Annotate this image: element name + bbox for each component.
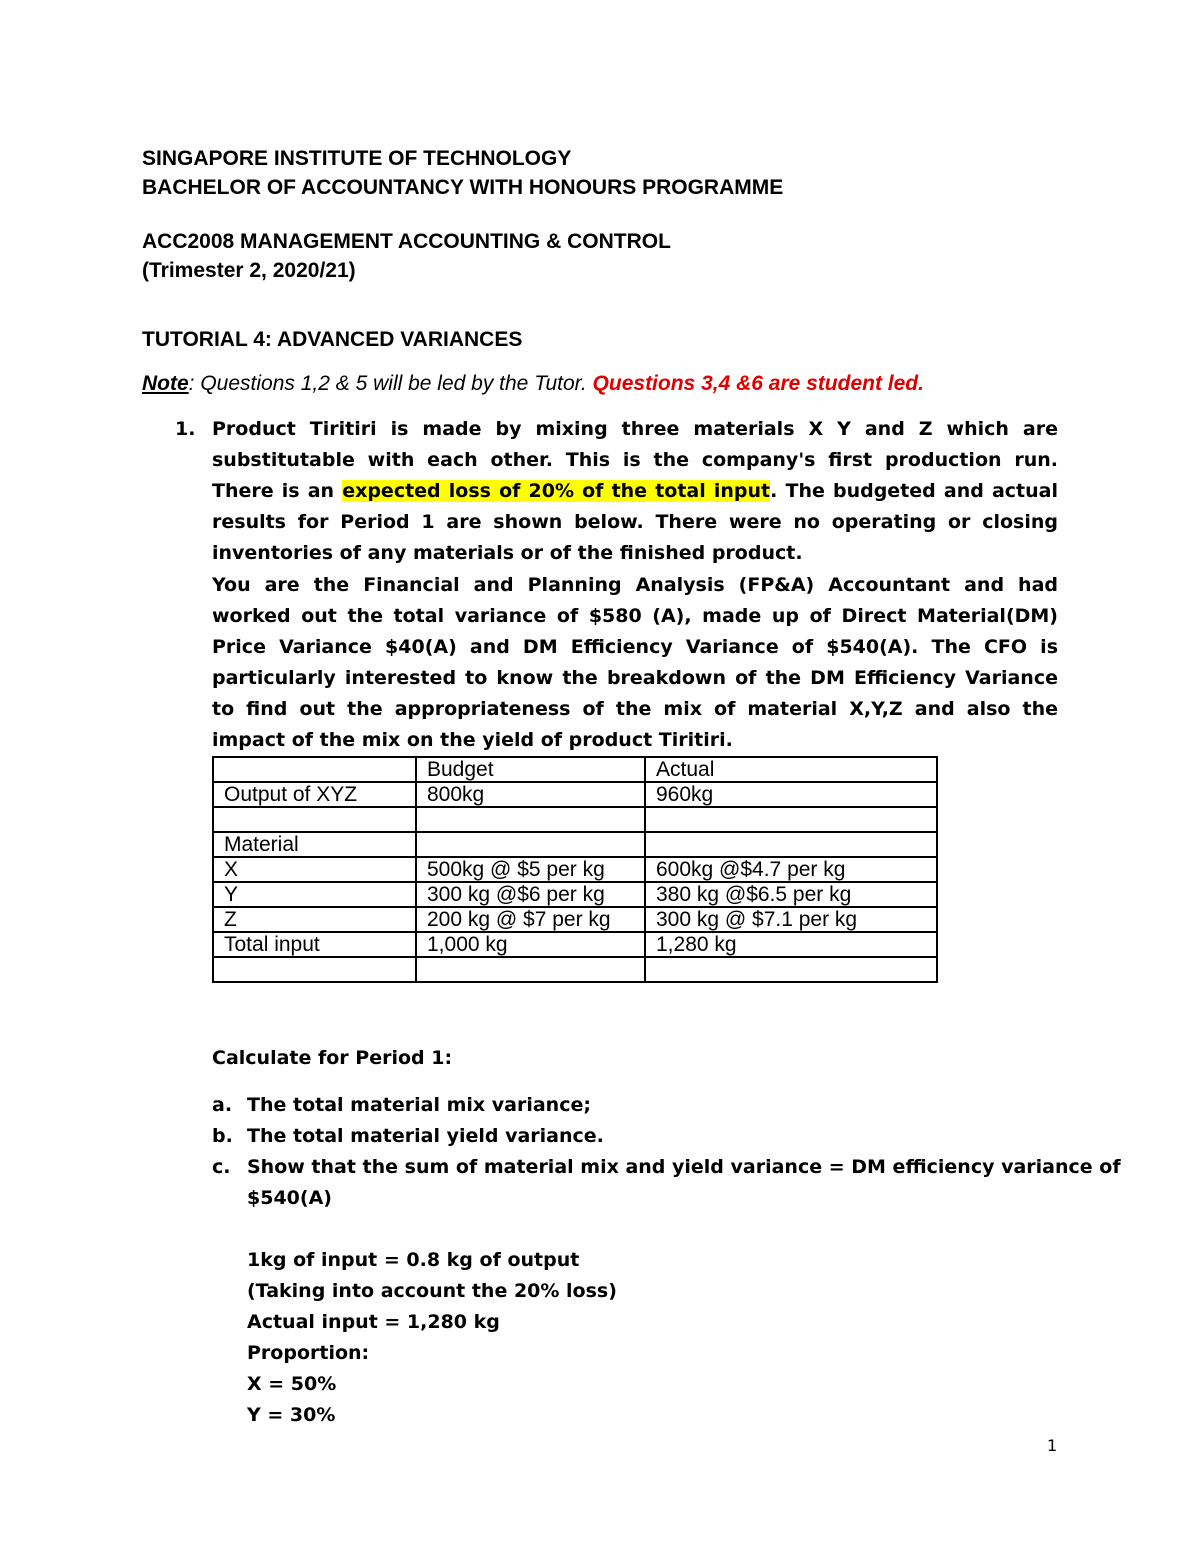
- table-cell: X: [213, 857, 416, 882]
- note-text: : Questions 1,2 & 5 will be led by the Tutor.: [188, 372, 593, 395]
- highlighted-loss-text: expected loss of 20% of the total input: [342, 480, 771, 502]
- calculate-title: Calculate for Period 1:: [212, 1047, 453, 1069]
- list-text-c-continued: $540(A): [247, 1187, 332, 1209]
- table-cell: 380 kg @$6.5 per kg: [645, 882, 937, 907]
- answer-line-1: 1kg of input = 0.8 kg of output: [247, 1249, 580, 1271]
- table-row: [213, 932, 937, 957]
- table-row: [213, 882, 937, 907]
- table-cell: 600kg @$4.7 per kg: [645, 857, 937, 882]
- table-cell: 800kg: [416, 782, 645, 807]
- table-cell: [645, 957, 937, 982]
- student-led-notice: Questions 3,4 &6 are student led.: [592, 372, 924, 395]
- table-cell: [213, 807, 416, 832]
- list-marker-a: a.: [212, 1094, 233, 1116]
- table-cell: [416, 807, 645, 832]
- table-cell: Z: [213, 907, 416, 932]
- answer-line-6: Y = 30%: [247, 1404, 336, 1426]
- answer-line-2: (Taking into account the 20% loss): [247, 1280, 617, 1302]
- table-row: [213, 782, 937, 807]
- answer-line-5: X = 50%: [247, 1373, 337, 1395]
- table-cell: Budget: [416, 757, 645, 782]
- table-cell: [213, 957, 416, 982]
- paragraph-1-end: . The budgeted and actual results for Period 1 are shown below. There were no operating or closing inventories of any materials or of the finished product.: [212, 480, 1058, 564]
- table-row: [213, 832, 937, 857]
- page-number: 1: [1047, 1436, 1058, 1455]
- question-number: 1.: [175, 418, 196, 440]
- table-row: [213, 907, 937, 932]
- list-text-c: Show that the sum of material mix and yield variance = DM efficiency variance of: [247, 1156, 1121, 1178]
- table-row: [213, 757, 937, 782]
- list-text-b: The total material yield variance.: [247, 1125, 604, 1147]
- note-label: Note: [142, 372, 189, 395]
- note-line: [142, 372, 924, 396]
- table-cell: 300 kg @ $7.1 per kg: [645, 907, 937, 932]
- table-row: [213, 957, 937, 982]
- table-cell: 1,000 kg: [416, 932, 645, 957]
- table-cell: [645, 832, 937, 857]
- table-cell: Actual: [645, 757, 937, 782]
- table-cell: [416, 832, 645, 857]
- course-title: ACC2008 MANAGEMENT ACCOUNTING & CONTROL: [142, 230, 671, 253]
- table-cell: Y: [213, 882, 416, 907]
- list-text-a: The total material mix variance;: [247, 1094, 591, 1116]
- paragraph-1-start: Product Tiritiri is made by mixing three materials X Y and Z which are substitutable with each other. This is the company's first production run. There is an: [212, 418, 1058, 502]
- table-row: [213, 857, 937, 882]
- table-cell: [213, 757, 416, 782]
- table-cell: 1,280 kg: [645, 932, 937, 957]
- list-marker-c: c.: [212, 1156, 231, 1178]
- table-cell: 200 kg @ $7 per kg: [416, 907, 645, 932]
- table-cell: 300 kg @$6 per kg: [416, 882, 645, 907]
- table-cell: [645, 807, 937, 832]
- table-cell: Output of XYZ: [213, 782, 416, 807]
- table-cell: [416, 957, 645, 982]
- table-cell: Material: [213, 832, 416, 857]
- programme-title: BACHELOR OF ACCOUNTANCY WITH HONOURS PROGRAMME: [142, 176, 784, 199]
- answer-line-4: Proportion:: [247, 1342, 370, 1364]
- question-paragraph-1: [212, 414, 1058, 569]
- table-cell: 500kg @ $5 per kg: [416, 857, 645, 882]
- list-marker-b: b.: [212, 1125, 233, 1147]
- table-cell: Total input: [213, 932, 416, 957]
- tutorial-title: TUTORIAL 4: ADVANCED VARIANCES: [142, 328, 523, 351]
- budget-actual-table: [212, 756, 938, 983]
- table-body: [213, 757, 937, 982]
- institution-title: SINGAPORE INSTITUTE OF TECHNOLOGY: [142, 147, 572, 170]
- table-row: [213, 807, 937, 832]
- answer-line-3: Actual input = 1,280 kg: [247, 1311, 500, 1333]
- table-cell: 960kg: [645, 782, 937, 807]
- question-paragraph-2: You are the Financial and Planning Analysis (FP&A) Accountant and had worked out the total variance of $580 (A), made up of Direct Material(DM) Price Variance $40(A) and DM Efficiency Variance of $540(A). The CFO is particularly interested to know the breakdown of the DM Efficiency Variance to find out the appropriateness of the mix of material X,Y,Z and also the impact of the mix on the yield of product Tiritiri.: [212, 574, 1058, 751]
- term-label: (Trimester 2, 2020/21): [142, 259, 356, 282]
